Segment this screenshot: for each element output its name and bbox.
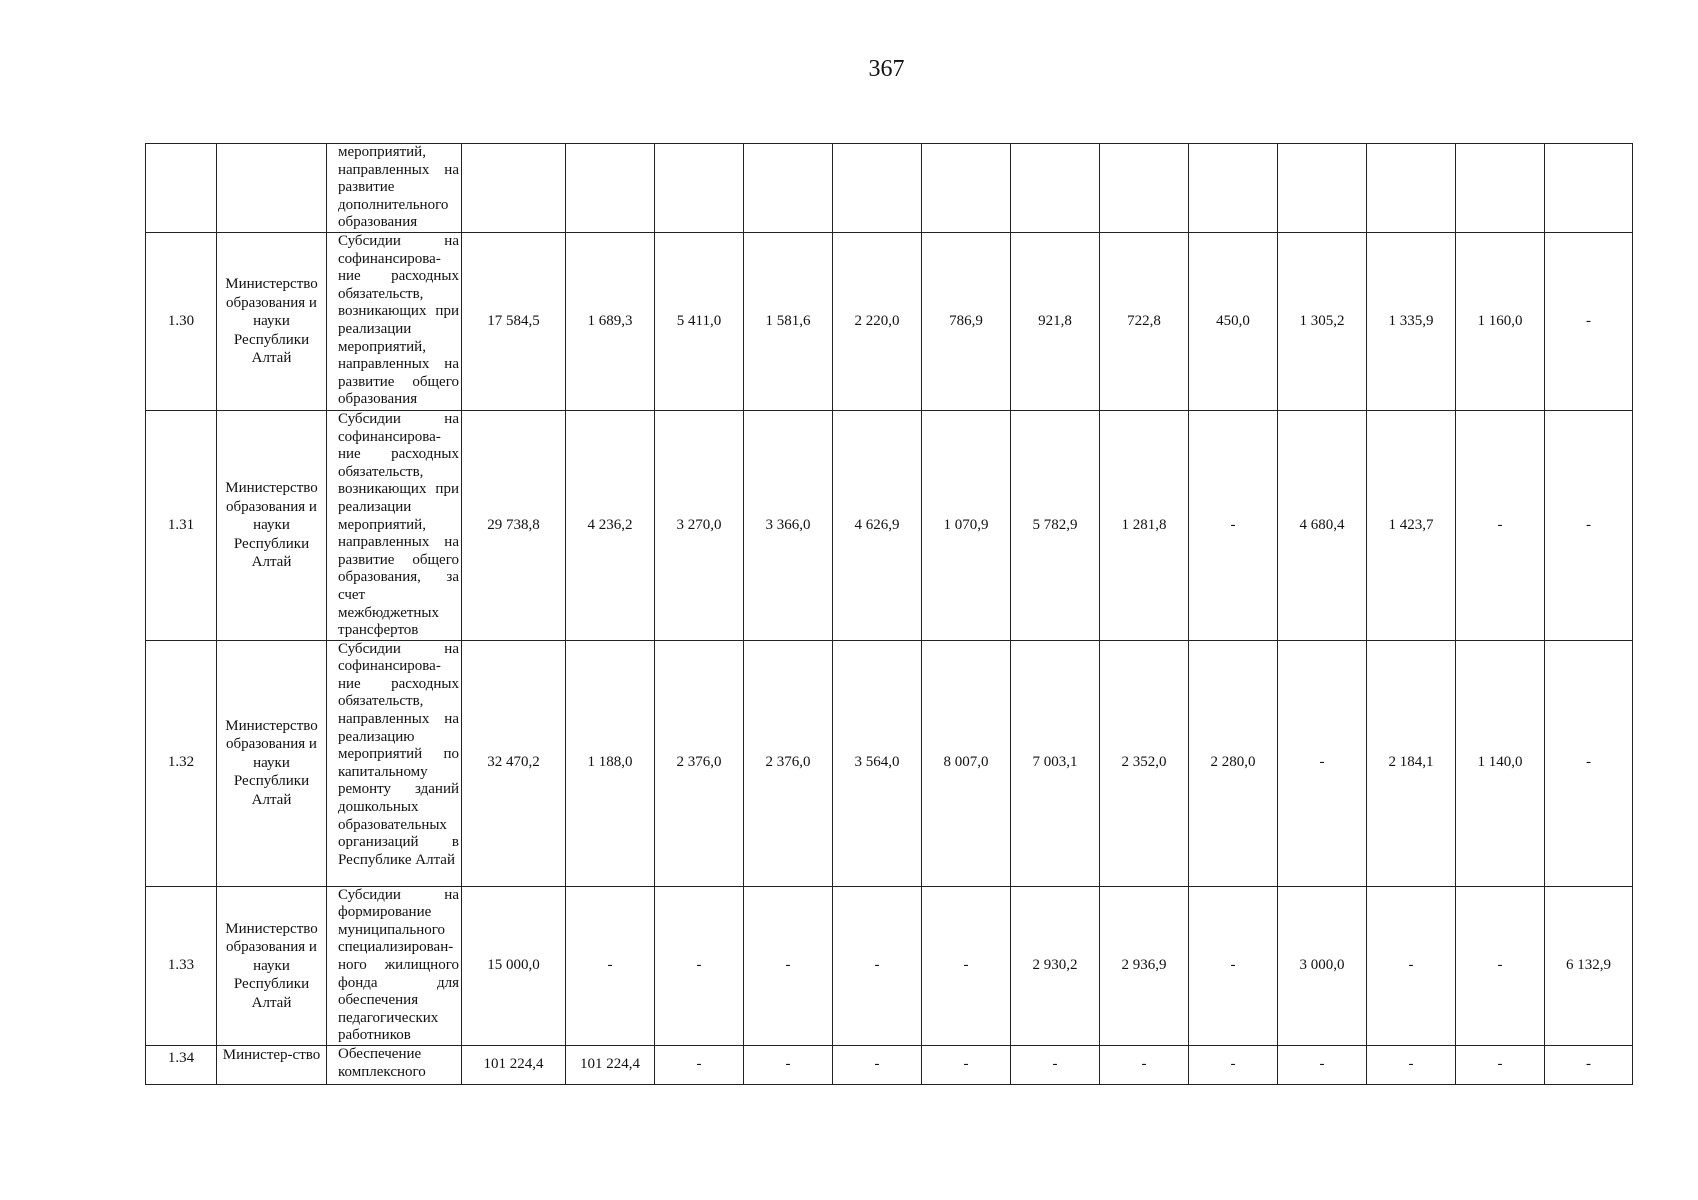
amount-cell: - (1545, 1046, 1633, 1085)
amount-cell: - (922, 1046, 1011, 1085)
description-cell: мероприятий, направленных на развитие дополнительного образования (327, 144, 462, 233)
row-number-cell: 1.33 (146, 886, 217, 1045)
amount-cell: - (566, 886, 655, 1045)
amount-cell (744, 144, 833, 233)
amount-cell: 786,9 (922, 232, 1011, 410)
amount-cell: 5 411,0 (655, 232, 744, 410)
row-number-cell: 1.34 (146, 1046, 217, 1085)
description-cell: Субсидии на софинансирова-ние расходных обязательств, возникающих при реализации мероприятий, направленных на развитие общего образования (327, 232, 462, 410)
amount-cell: 6 132,9 (1545, 886, 1633, 1045)
amount-cell: 2 352,0 (1100, 640, 1189, 886)
description-cell: Субсидии на софинансирова-ние расходных обязательств, возникающих при реализации мероприятий, направленных на развитие общего образования, за счет межбюджетных трансфертов (327, 410, 462, 640)
amount-cell: 2 936,9 (1100, 886, 1189, 1045)
amount-cell: 1 070,9 (922, 410, 1011, 640)
amount-cell (1545, 144, 1633, 233)
description-cell: Субсидии на формирование муниципального специализирован-ного жилищного фонда для обеспечения педагогических работников (327, 886, 462, 1045)
amount-cell: - (744, 886, 833, 1045)
amount-cell: - (655, 886, 744, 1045)
amount-cell (922, 144, 1011, 233)
table-row (146, 640, 1633, 886)
amount-cell: - (744, 1046, 833, 1085)
amount-cell: - (922, 886, 1011, 1045)
amount-cell: 101 224,4 (566, 1046, 655, 1085)
amount-cell: 921,8 (1011, 232, 1100, 410)
responsible-org-cell: Министерство образования и науки Республики Алтай (217, 232, 327, 410)
responsible-org-cell: Министерство образования и науки Республики Алтай (217, 886, 327, 1045)
amount-cell: 1 160,0 (1456, 232, 1545, 410)
amount-cell: 7 003,1 (1011, 640, 1100, 886)
budget-table (145, 143, 1633, 1085)
amount-cell (1278, 144, 1367, 233)
table-row (146, 410, 1633, 640)
row-number-cell: 1.30 (146, 232, 217, 410)
amount-cell: 3 270,0 (655, 410, 744, 640)
amount-cell (566, 144, 655, 233)
amount-cell: 2 220,0 (833, 232, 922, 410)
amount-cell: - (1456, 886, 1545, 1045)
amount-cell: 3 564,0 (833, 640, 922, 886)
amount-cell: - (1189, 1046, 1278, 1085)
amount-cell: 450,0 (1189, 232, 1278, 410)
amount-cell: - (1545, 232, 1633, 410)
amount-cell: 29 738,8 (462, 410, 566, 640)
amount-cell: 4 236,2 (566, 410, 655, 640)
amount-cell: 15 000,0 (462, 886, 566, 1045)
amount-cell (1100, 144, 1189, 233)
amount-cell: - (1456, 1046, 1545, 1085)
amount-cell: - (1367, 1046, 1456, 1085)
description-cell: Субсидии на софинансирова-ние расходных обязательств, направленных на реализацию мероприятий по капитальному ремонту зданий дошкольных образовательных организаций в Республике Алтай (327, 640, 462, 886)
table-row (146, 1046, 1633, 1085)
amount-cell: - (833, 1046, 922, 1085)
amount-cell: - (1456, 410, 1545, 640)
amount-cell: 1 140,0 (1456, 640, 1545, 886)
amount-cell (655, 144, 744, 233)
amount-cell: - (1367, 886, 1456, 1045)
amount-cell: 2 184,1 (1367, 640, 1456, 886)
amount-cell: - (1545, 410, 1633, 640)
amount-cell: - (655, 1046, 744, 1085)
page-number: 367 (868, 56, 905, 82)
table-row (146, 144, 1633, 233)
amount-cell: - (1189, 886, 1278, 1045)
amount-cell: 722,8 (1100, 232, 1189, 410)
row-number-cell: 1.31 (146, 410, 217, 640)
amount-cell: 1 305,2 (1278, 232, 1367, 410)
responsible-org-cell: Министер-ство (217, 1046, 327, 1085)
amount-cell: - (1278, 640, 1367, 886)
description-cell: Обеспечение комплексного (327, 1046, 462, 1085)
amount-cell: 1 335,9 (1367, 232, 1456, 410)
amount-cell: 1 689,3 (566, 232, 655, 410)
amount-cell: - (833, 886, 922, 1045)
amount-cell: 5 782,9 (1011, 410, 1100, 640)
amount-cell: - (1278, 1046, 1367, 1085)
amount-cell (462, 144, 566, 233)
amount-cell: 2 376,0 (744, 640, 833, 886)
amount-cell: 1 423,7 (1367, 410, 1456, 640)
responsible-org-cell (217, 144, 327, 233)
amount-cell: 1 581,6 (744, 232, 833, 410)
amount-cell: 101 224,4 (462, 1046, 566, 1085)
amount-cell (1456, 144, 1545, 233)
amount-cell: - (1011, 1046, 1100, 1085)
amount-cell: 17 584,5 (462, 232, 566, 410)
amount-cell: 8 007,0 (922, 640, 1011, 886)
amount-cell: 3 366,0 (744, 410, 833, 640)
amount-cell: 3 000,0 (1278, 886, 1367, 1045)
amount-cell: - (1100, 1046, 1189, 1085)
amount-cell: 2 930,2 (1011, 886, 1100, 1045)
amount-cell: 2 280,0 (1189, 640, 1278, 886)
amount-cell: - (1545, 640, 1633, 886)
amount-cell: 4 680,4 (1278, 410, 1367, 640)
amount-cell: 1 188,0 (566, 640, 655, 886)
table-row (146, 232, 1633, 410)
amount-cell: - (1189, 410, 1278, 640)
amount-cell (1011, 144, 1100, 233)
amount-cell (1189, 144, 1278, 233)
responsible-org-cell: Министерство образования и науки Республики Алтай (217, 410, 327, 640)
amount-cell (833, 144, 922, 233)
row-number-cell: 1.32 (146, 640, 217, 886)
responsible-org-cell: Министерство образования и науки Республики Алтай (217, 640, 327, 886)
amount-cell: 1 281,8 (1100, 410, 1189, 640)
row-number-cell (146, 144, 217, 233)
amount-cell: 2 376,0 (655, 640, 744, 886)
table-row (146, 886, 1633, 1045)
amount-cell: 32 470,2 (462, 640, 566, 886)
amount-cell: 4 626,9 (833, 410, 922, 640)
amount-cell (1367, 144, 1456, 233)
